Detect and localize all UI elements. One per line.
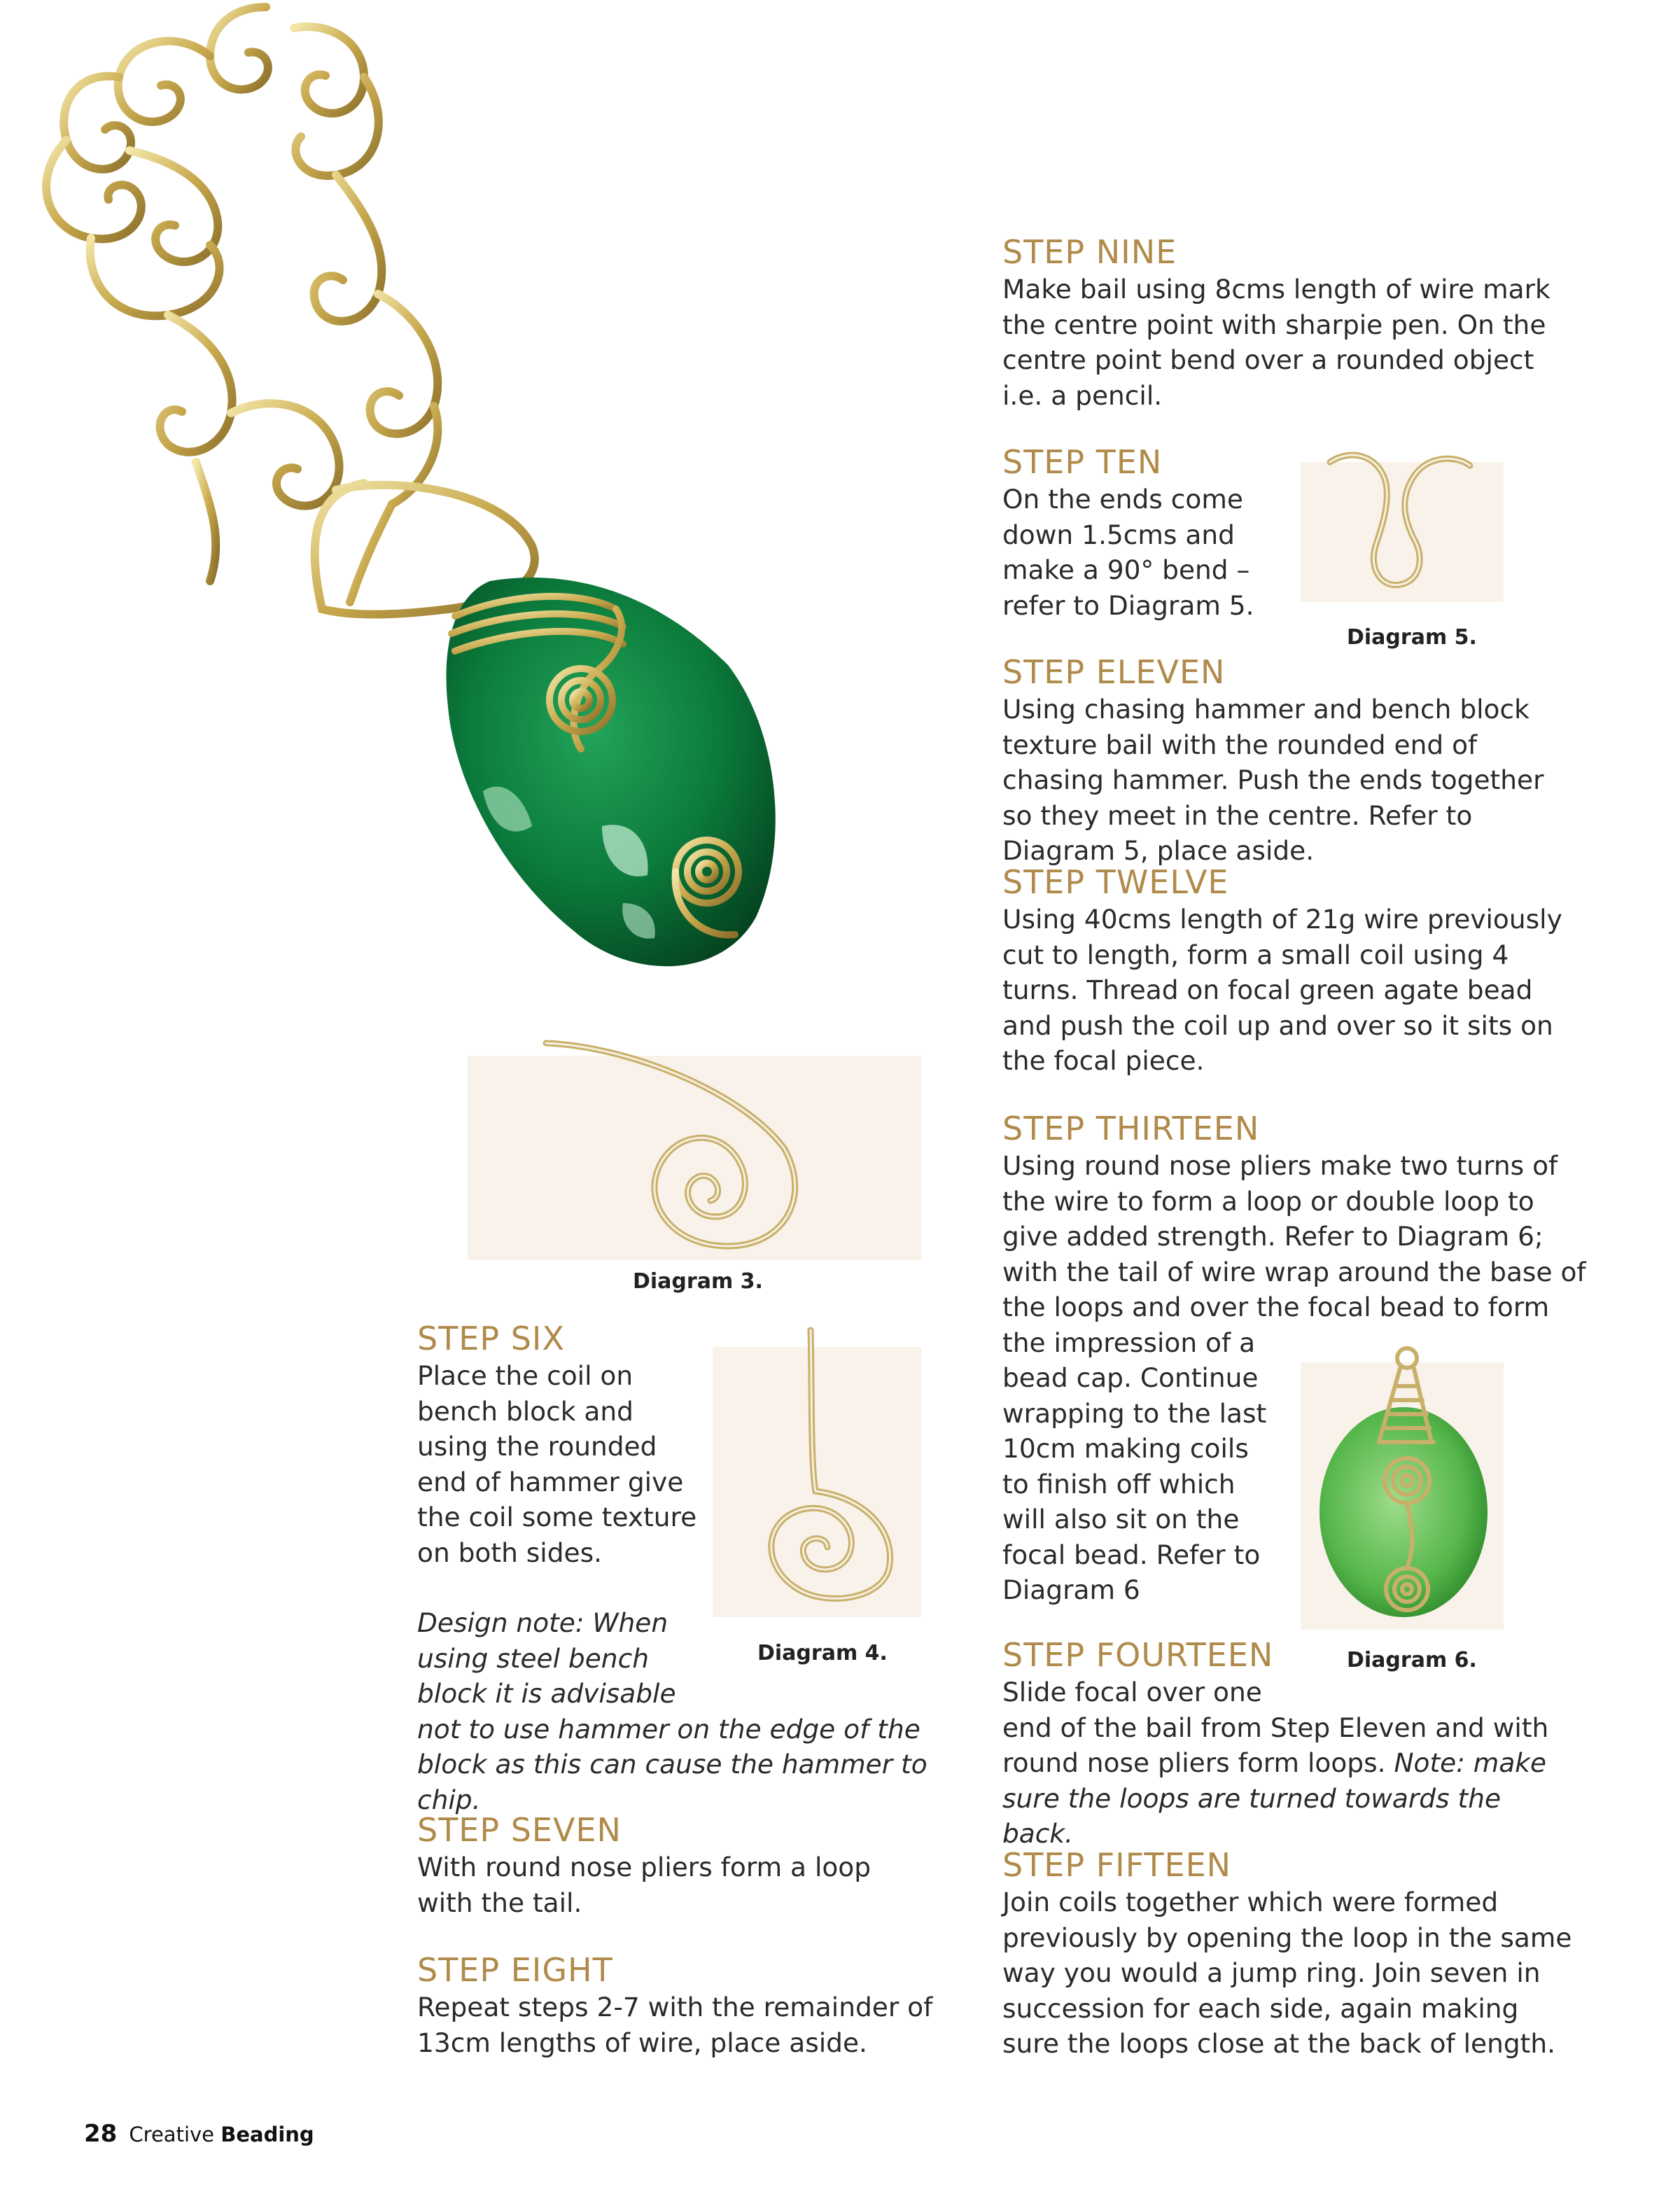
step-eight xyxy=(417,1950,963,2060)
step-fifteen-text: Join coils together which were formed previously by opening the loop in the same way you would a jump ring. Join seven in succession for each side, again making sure the loops close at the back of length. xyxy=(1002,1887,1572,2059)
step-six-title: STEP SIX xyxy=(417,1320,566,1357)
step-nine-text: Make bail using 8cms length of wire mark the centre point with sharpie pen. On the centre point bend over a rounded object i.e. a pencil. xyxy=(1002,274,1550,411)
diagram-3-spiral xyxy=(532,1029,854,1260)
step-eleven-text: Using chasing hammer and bench block texture bail with the rounded end of chasing hammer. Push the ends together so they meet in the centre. Refer to Diagram 5, place aside. xyxy=(1002,694,1544,866)
step-seven xyxy=(417,1810,921,1920)
step-seven-title: STEP SEVEN xyxy=(417,1811,622,1849)
step-eleven xyxy=(1002,652,1576,869)
diagram-4-caption: Diagram 4. xyxy=(757,1641,888,1665)
step-ten xyxy=(1002,442,1296,623)
step-fourteen-title: STEP FOURTEEN xyxy=(1002,1636,1274,1674)
step-eleven-title: STEP ELEVEN xyxy=(1002,653,1226,691)
page-footer xyxy=(84,2120,314,2148)
design-note: Design note: When using steel bench block it is advisable not to use hammer on the edge of the block as this can cause the hammer to chip. xyxy=(417,1607,927,1815)
step-twelve-title: STEP TWELVE xyxy=(1002,863,1229,901)
diagram-5-bail xyxy=(1316,441,1491,595)
step-eight-title: STEP EIGHT xyxy=(417,1951,613,1989)
step-seven-text: With round nose pliers form a loop with the tail. xyxy=(417,1852,872,1918)
step-ten-text: On the ends come down 1.5cms and make a 90° bend – refer to Diagram 5. xyxy=(1002,484,1254,621)
diagram-6-caption: Diagram 6. xyxy=(1347,1648,1477,1672)
step-six xyxy=(417,1319,963,1817)
step-eight-text: Repeat steps 2-7 with the remainder of 13cm lengths of wire, place aside. xyxy=(417,1992,933,2058)
diagram-5-caption: Diagram 5. xyxy=(1347,625,1477,650)
step-thirteen-text: Using round nose pliers make two turns of the wire to form a loop or double loop to give added strength. Refer to Diagram 6; with the tail of wire wrap around the base of the loops and over the focal bead to form the impression of a bead cap. Continue wrapping to the last 10cm making coils to finish off which will also sit on the focal bead. Refer to Diagram 6 xyxy=(1002,1150,1586,1605)
pendant-photo xyxy=(0,0,910,994)
step-nine-title: STEP NINE xyxy=(1002,233,1177,271)
step-fourteen-note: Note: make sure the loops are turned towards the back. xyxy=(1002,1747,1547,1849)
step-six-text: Place the coil on bench block and using the rounded end of hammer give the coil some texture on both sides. xyxy=(417,1360,697,1568)
step-twelve-text: Using 40cms length of 21g wire previously cut to length, form a small coil using 4 turns. Thread on focal green agate bead and push the coil up and over so it sits on the focal piece. xyxy=(1002,904,1562,1076)
step-twelve xyxy=(1002,862,1576,1079)
step-ten-title: STEP TEN xyxy=(1002,443,1163,481)
step-fifteen xyxy=(1002,1845,1576,2062)
step-fourteen-text: Slide focal over one end of the bail from Step Eleven and with round nose pliers form loops. Note: make sure the loops are turned towards the back. xyxy=(1002,1677,1549,1849)
step-fifteen-title: STEP FIFTEEN xyxy=(1002,1846,1232,1884)
step-fourteen xyxy=(1002,1635,1576,1852)
step-nine xyxy=(1002,232,1576,413)
step-thirteen xyxy=(1002,1109,1590,1608)
diagram-3-caption: Diagram 3. xyxy=(633,1269,763,1294)
page-number: 28 xyxy=(84,2120,118,2148)
step-thirteen-title: STEP THIRTEEN xyxy=(1002,1110,1260,1147)
magazine-name: Creative Beading xyxy=(129,2123,314,2146)
